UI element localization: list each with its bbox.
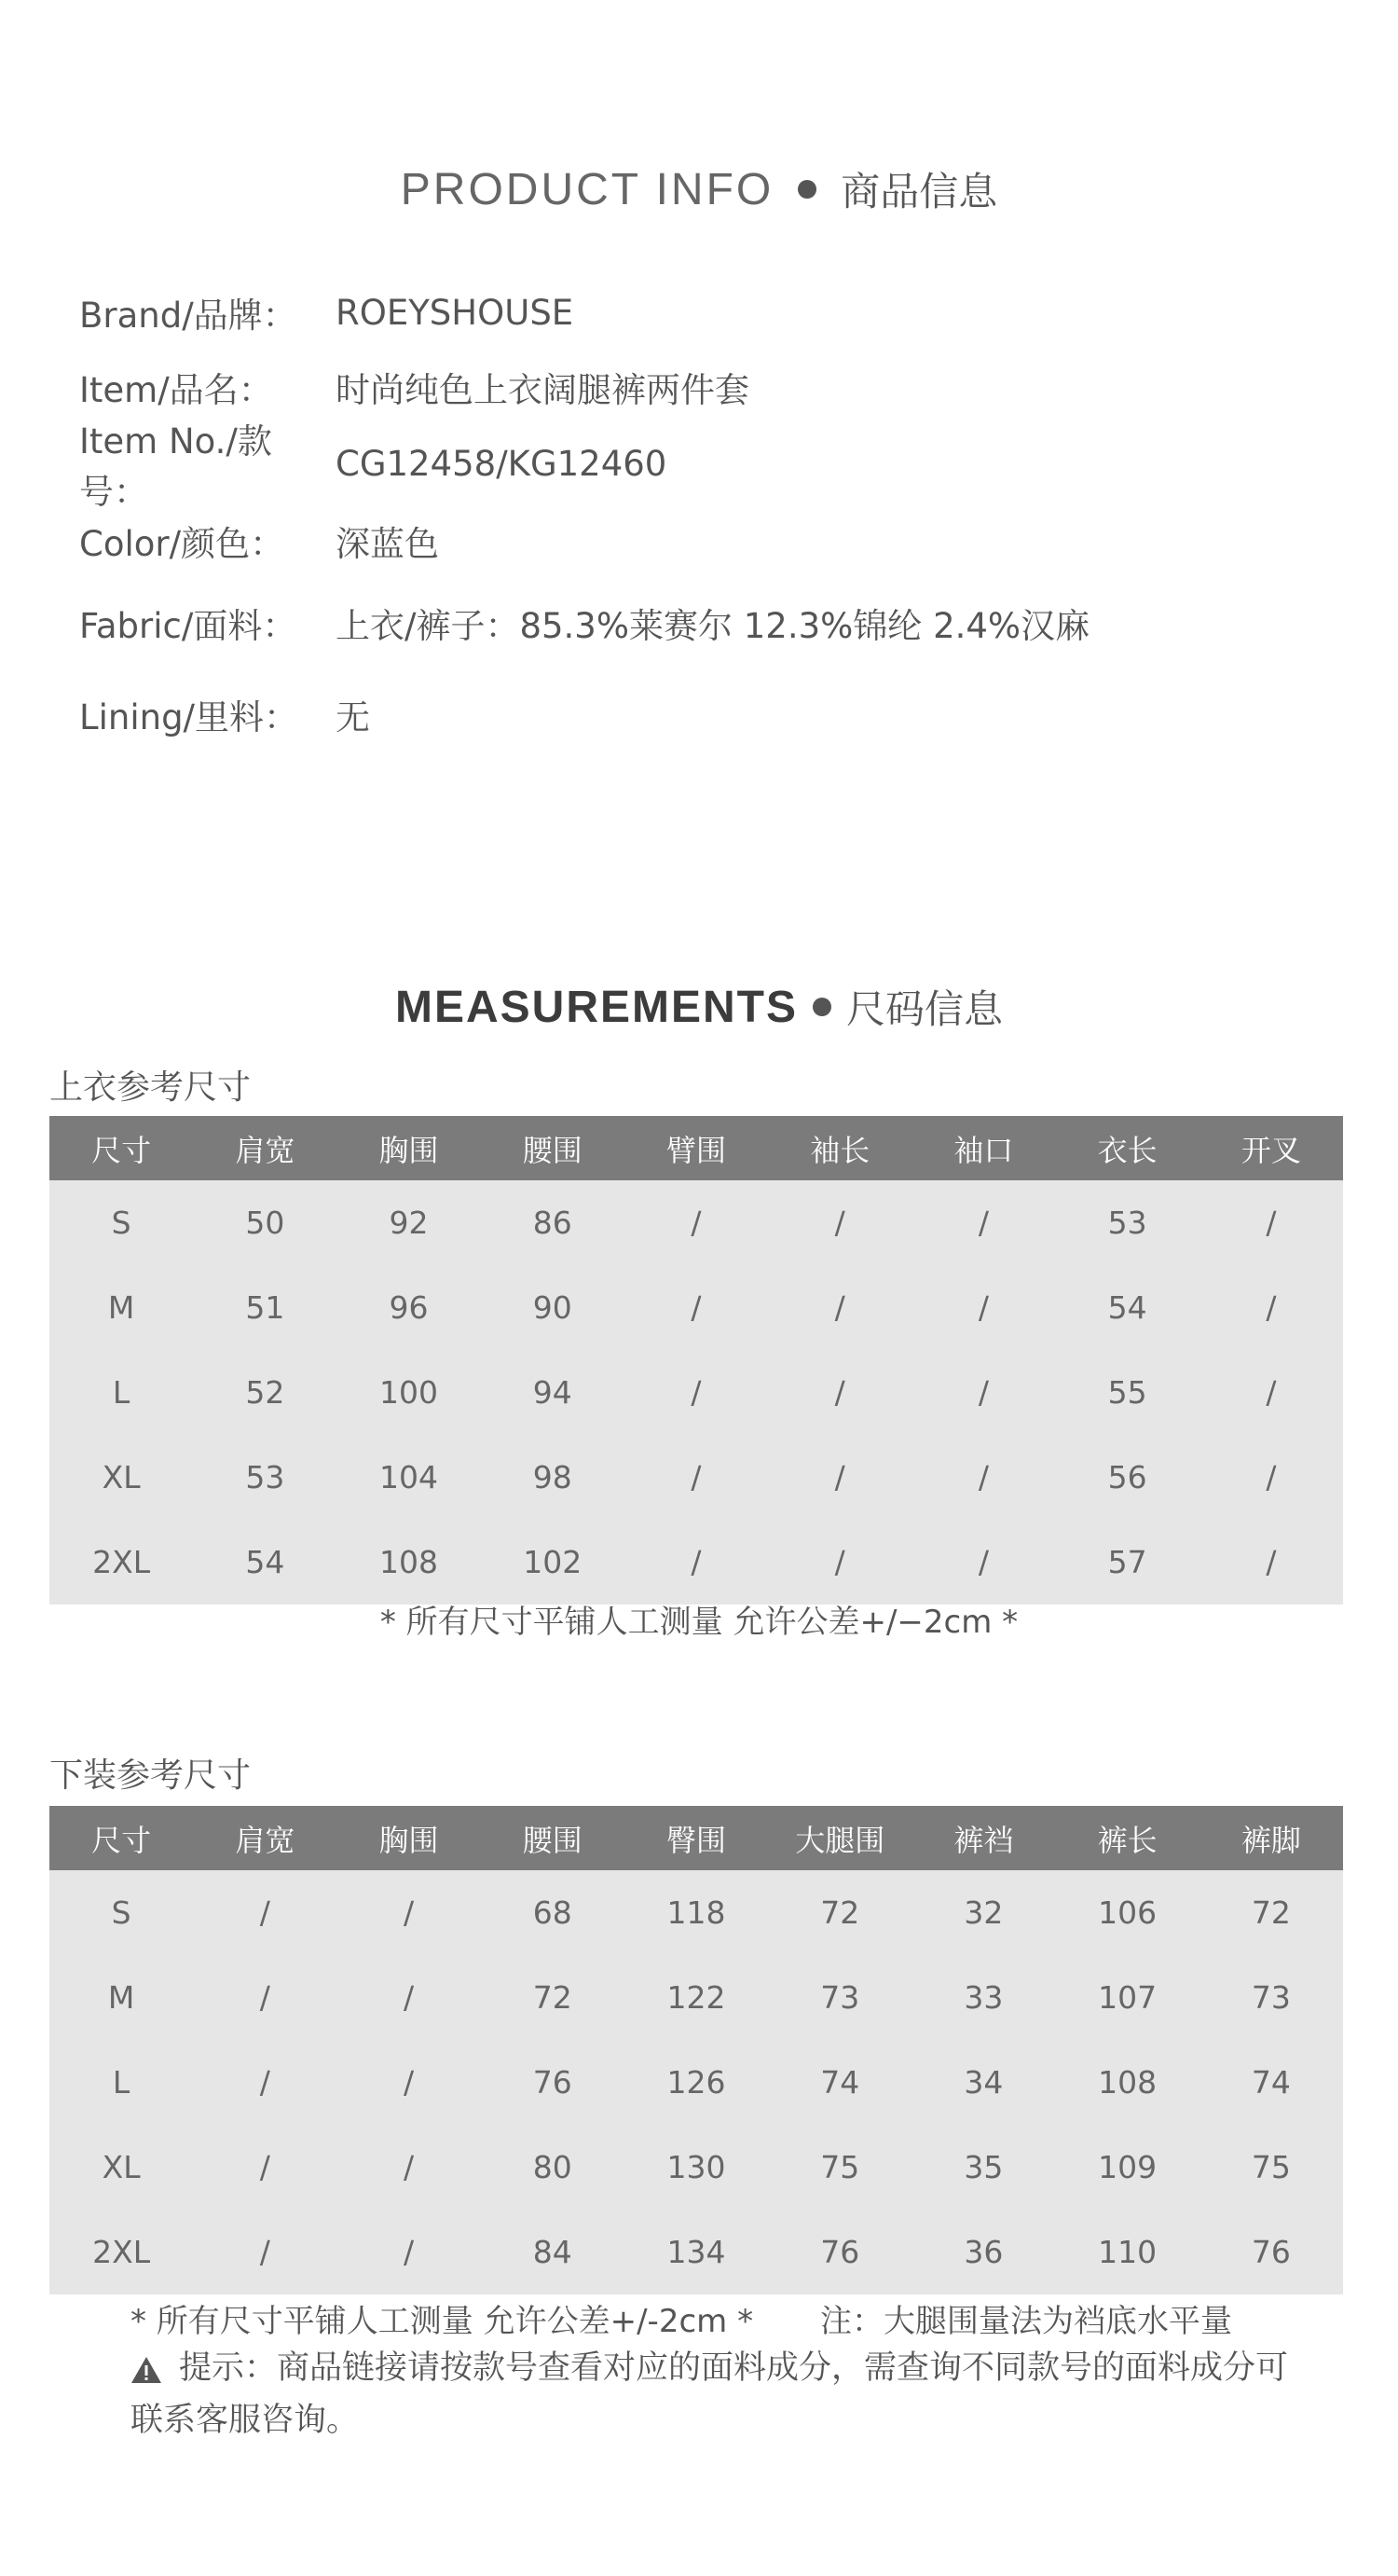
measurements-title-en: MEASUREMENTS (394, 982, 798, 1032)
table-row (49, 2210, 1343, 2294)
table-cell: 76 (481, 2040, 624, 2125)
table-cell: / (193, 1870, 336, 1955)
table-cell: / (336, 1870, 480, 1955)
measurements-title-cn: 尺码信息 (846, 986, 1004, 1032)
thigh-measure-note: 注：大腿围量法为裆底水平量 (820, 2303, 1232, 2340)
info-label: Color/颜色： (79, 524, 285, 564)
table-cell: 2XL (49, 1520, 193, 1605)
table-cell: S (49, 1870, 193, 1955)
table-cell: / (624, 1265, 768, 1350)
table-cell: / (193, 2210, 336, 2294)
table-cell: / (768, 1350, 911, 1435)
info-label: Lining/里料： (79, 697, 299, 737)
table-cell: L (49, 1350, 193, 1435)
table-cell: 53 (1056, 1180, 1199, 1265)
product-info-title (0, 157, 1398, 222)
info-value: 无 (336, 697, 370, 737)
table-cell: 86 (481, 1180, 624, 1265)
table-cell: 76 (1199, 2210, 1343, 2294)
header-cell: 衣长 (1056, 1116, 1199, 1180)
table-cell: 72 (768, 1870, 911, 1955)
info-value: 时尚纯色上衣阔腿裤两件套 (336, 370, 749, 410)
header-cell: 胸围 (336, 1806, 480, 1870)
table-cell: / (624, 1180, 768, 1265)
header-cell: 大腿围 (768, 1806, 911, 1870)
header-cell: 臂围 (624, 1116, 768, 1180)
table-cell: 92 (336, 1180, 480, 1265)
table-cell: / (1199, 1180, 1343, 1265)
table-cell: 73 (768, 1955, 911, 2040)
table-cell: / (336, 2210, 480, 2294)
table-header-row (49, 1806, 1343, 1870)
table-cell: 122 (624, 1955, 768, 2040)
info-label: Item/品名： (79, 370, 273, 410)
table-cell: 75 (768, 2125, 911, 2210)
header-cell: 裤裆 (911, 1806, 1055, 1870)
table-row (49, 2040, 1343, 2125)
header-cell: 尺寸 (49, 1806, 193, 1870)
table-cell: 90 (481, 1265, 624, 1350)
table-row (49, 1870, 1343, 1955)
table-cell: / (1199, 1435, 1343, 1520)
table-cell: / (193, 1955, 336, 2040)
table-cell: 72 (1199, 1870, 1343, 1955)
table-cell: / (911, 1435, 1055, 1520)
table-cell: 35 (911, 2125, 1055, 2210)
header-cell: 开叉 (1199, 1116, 1343, 1180)
header-cell: 裤长 (1056, 1806, 1199, 1870)
table-cell: 102 (481, 1520, 624, 1605)
product-info-title-cn: 商品信息 (841, 169, 998, 214)
info-row-color (79, 517, 439, 564)
info-row-fabric (79, 599, 1090, 646)
header-cell: 臀围 (624, 1806, 768, 1870)
table-cell: 50 (193, 1180, 336, 1265)
info-label: Brand/品牌： (79, 296, 297, 336)
header-cell: 腰围 (481, 1806, 624, 1870)
info-label: Fabric/面料： (79, 606, 297, 646)
table-cell: 73 (1199, 1955, 1343, 2040)
table-cell: / (768, 1265, 911, 1350)
table-cell: 100 (336, 1350, 480, 1435)
table-cell: 33 (911, 1955, 1055, 2040)
table-row (49, 1265, 1343, 1350)
table-cell: / (624, 1350, 768, 1435)
header-cell: 袖长 (768, 1116, 911, 1180)
table-cell: / (1199, 1265, 1343, 1350)
table-cell: / (768, 1180, 911, 1265)
table-cell: 56 (1056, 1435, 1199, 1520)
table-cell: / (911, 1265, 1055, 1350)
table-cell: 72 (481, 1955, 624, 2040)
header-cell: 肩宽 (193, 1806, 336, 1870)
table-cell: 53 (193, 1435, 336, 1520)
table-cell: 51 (193, 1265, 336, 1350)
table-cell: XL (49, 1435, 193, 1520)
header-cell: 肩宽 (193, 1116, 336, 1180)
bottom-size-caption: 下装参考尺寸 (49, 1756, 252, 1795)
top-table-note: * 所有尺寸平铺人工测量 允许公差+/−2cm * (379, 1604, 1019, 1641)
header-cell: 胸围 (336, 1116, 480, 1180)
product-info-title-en: PRODUCT INFO (400, 164, 774, 214)
table-cell: 84 (481, 2210, 624, 2294)
bullet-dot-icon (798, 180, 816, 199)
table-cell: / (193, 2125, 336, 2210)
table-cell: / (336, 2125, 480, 2210)
info-row-item (79, 364, 749, 410)
table-cell: 107 (1056, 1955, 1199, 2040)
table-cell: M (49, 1265, 193, 1350)
tip-text: 提示：商品链接请按款号查看对应的面料成分，需查询不同款号的面料成分可联系客服咨询。 (130, 2349, 1289, 2439)
table-cell: 74 (768, 2040, 911, 2125)
table-cell: 52 (193, 1350, 336, 1435)
measurements-title (0, 974, 1398, 1040)
table-cell: L (49, 2040, 193, 2125)
table-cell: / (768, 1435, 911, 1520)
table-cell: / (624, 1520, 768, 1605)
table-cell: / (911, 1520, 1055, 1605)
table-cell: 2XL (49, 2210, 193, 2294)
table-cell: / (336, 1955, 480, 2040)
table-cell: 76 (768, 2210, 911, 2294)
info-label: Item No./款号： (79, 421, 272, 512)
table-cell: / (911, 1350, 1055, 1435)
table-cell: M (49, 1955, 193, 2040)
table-cell: S (49, 1180, 193, 1265)
table-cell: 57 (1056, 1520, 1199, 1605)
table-cell: / (193, 2040, 336, 2125)
table-cell: 54 (193, 1520, 336, 1605)
table-cell: 94 (481, 1350, 624, 1435)
table-cell: / (911, 1180, 1055, 1265)
table-cell: 106 (1056, 1870, 1199, 1955)
table-cell: 98 (481, 1435, 624, 1520)
table-cell: / (624, 1435, 768, 1520)
table-cell: 96 (336, 1265, 480, 1350)
bottom-size-table (49, 1806, 1343, 2294)
bottom-table-note: * 所有尺寸平铺人工测量 允许公差+/-2cm * (130, 2303, 754, 2340)
info-value: 深蓝色 (336, 524, 439, 564)
table-row (49, 1180, 1343, 1265)
info-row-lining (79, 691, 370, 737)
table-cell: 55 (1056, 1350, 1199, 1435)
table-header-row (49, 1116, 1343, 1180)
bullet-dot-icon (813, 998, 831, 1016)
table-cell: / (1199, 1350, 1343, 1435)
top-size-table (49, 1116, 1343, 1605)
info-row-item-no (79, 421, 667, 512)
table-row (49, 1435, 1343, 1520)
table-cell: 104 (336, 1435, 480, 1520)
table-cell: / (768, 1520, 911, 1605)
table-cell: 36 (911, 2210, 1055, 2294)
header-cell: 腰围 (481, 1116, 624, 1180)
table-cell: 110 (1056, 2210, 1199, 2294)
top-size-caption: 上衣参考尺寸 (49, 1068, 252, 1107)
table-cell: 74 (1199, 2040, 1343, 2125)
info-value: CG12458/KG12460 (336, 443, 667, 484)
table-cell: 34 (911, 2040, 1055, 2125)
table-cell: 130 (624, 2125, 768, 2210)
table-cell: 54 (1056, 1265, 1199, 1350)
table-cell: 75 (1199, 2125, 1343, 2210)
table-row (49, 2125, 1343, 2210)
table-row (49, 1520, 1343, 1605)
info-value: ROEYSHOUSE (336, 292, 574, 333)
table-row (49, 1955, 1343, 2040)
header-cell: 袖口 (911, 1116, 1055, 1180)
table-cell: 80 (481, 2125, 624, 2210)
info-row-brand (79, 289, 573, 336)
header-cell: 裤脚 (1199, 1806, 1343, 1870)
table-cell: 126 (624, 2040, 768, 2125)
info-value: 上衣/裤子：85.3%莱赛尔 12.3%锦纶 2.4%汉麻 (336, 606, 1090, 646)
table-cell: 134 (624, 2210, 768, 2294)
table-cell: 32 (911, 1870, 1055, 1955)
header-cell: 尺寸 (49, 1116, 193, 1180)
table-cell: 118 (624, 1870, 768, 1955)
table-cell: / (1199, 1520, 1343, 1605)
table-cell: XL (49, 2125, 193, 2210)
table-cell: 68 (481, 1870, 624, 1955)
table-row (49, 1350, 1343, 1435)
table-cell: / (336, 2040, 480, 2125)
table-cell: 108 (336, 1520, 480, 1605)
table-cell: 108 (1056, 2040, 1199, 2125)
table-cell: 109 (1056, 2125, 1199, 2210)
